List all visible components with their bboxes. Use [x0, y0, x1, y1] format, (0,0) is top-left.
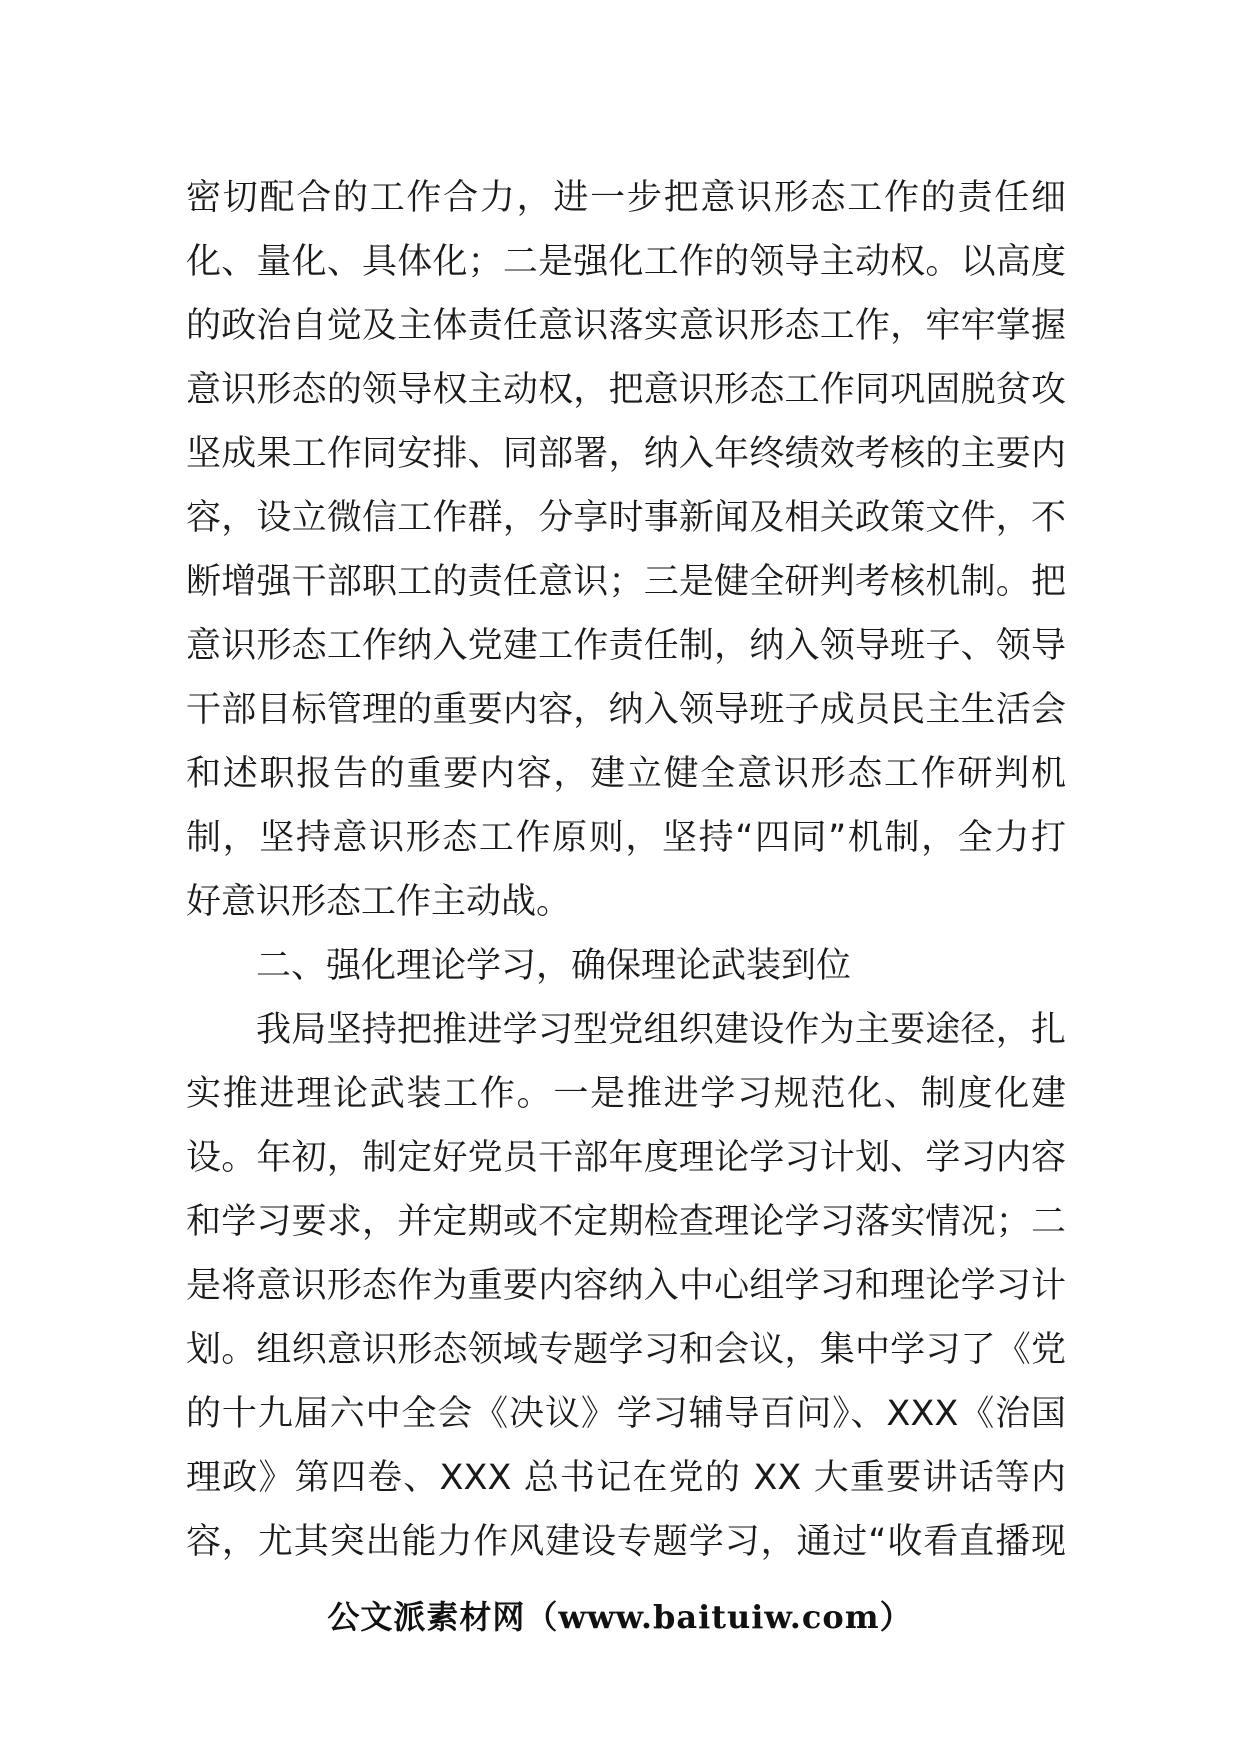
text-line: 理政》第四卷、XXX 总书记在党的 XX 大重要讲话等内 [186, 1458, 1066, 1498]
text-line: 坚成果工作同安排、同部署，纳入年终绩效考核的主要内 [186, 434, 1066, 474]
document-body [186, 166, 1066, 1574]
text-line: 干部目标管理的重要内容，纳入领导班子成员民主生活会 [186, 690, 1066, 730]
text-line: 的政治自觉及主体责任意识落实意识形态工作，牢牢掌握 [186, 306, 1066, 346]
text-line: 意识形态的领导权主动权，把意识形态工作同巩固脱贫攻 [186, 370, 1066, 410]
text-line: 实推进理论武装工作。一是推进学习规范化、制度化建 [186, 1074, 1066, 1114]
section-heading: 二、强化理论学习，确保理论武装到位 [256, 946, 852, 986]
text-line: 我局坚持把推进学习型党组织建设作为主要途径，扎 [256, 1010, 1066, 1050]
text-line: 制，坚持意识形态工作原则，坚持“四同”机制，全力打 [186, 818, 1066, 858]
text-line: 意识形态工作纳入党建工作责任制，纳入领导班子、领导 [186, 626, 1066, 666]
text-line: 密切配合的工作合力，进一步把意识形态工作的责任细 [186, 178, 1066, 218]
text-line: 好意识形态工作主动战。 [186, 882, 572, 922]
text-line: 的十九届六中全会《决议》学习辅导百问》、XXX《治国 [186, 1394, 1066, 1434]
text-line: 划。组织意识形态领域专题学习和会议，集中学习了《党 [186, 1330, 1066, 1370]
footer-watermark: 公文派素材网（www.baituiw.com） [327, 1598, 913, 1636]
text-line: 容，设立微信工作群，分享时事新闻及相关政策文件，不 [186, 498, 1066, 538]
text-line: 和学习要求，并定期或不定期检查理论学习落实情况；二 [186, 1202, 1066, 1242]
text-line: 容，尤其突出能力作风建设专题学习，通过“收看直播现 [186, 1522, 1066, 1562]
text-line: 化、量化、具体化；二是强化工作的领导主动权。以高度 [186, 242, 1066, 282]
text-line: 和述职报告的重要内容，建立健全意识形态工作研判机 [186, 754, 1066, 794]
text-line: 设。年初，制定好党员干部年度理论学习计划、学习内容 [186, 1138, 1066, 1178]
text-line: 断增强干部职工的责任意识；三是健全研判考核机制。把 [186, 562, 1066, 602]
text-line: 是将意识形态作为重要内容纳入中心组学习和理论学习计 [186, 1266, 1066, 1306]
